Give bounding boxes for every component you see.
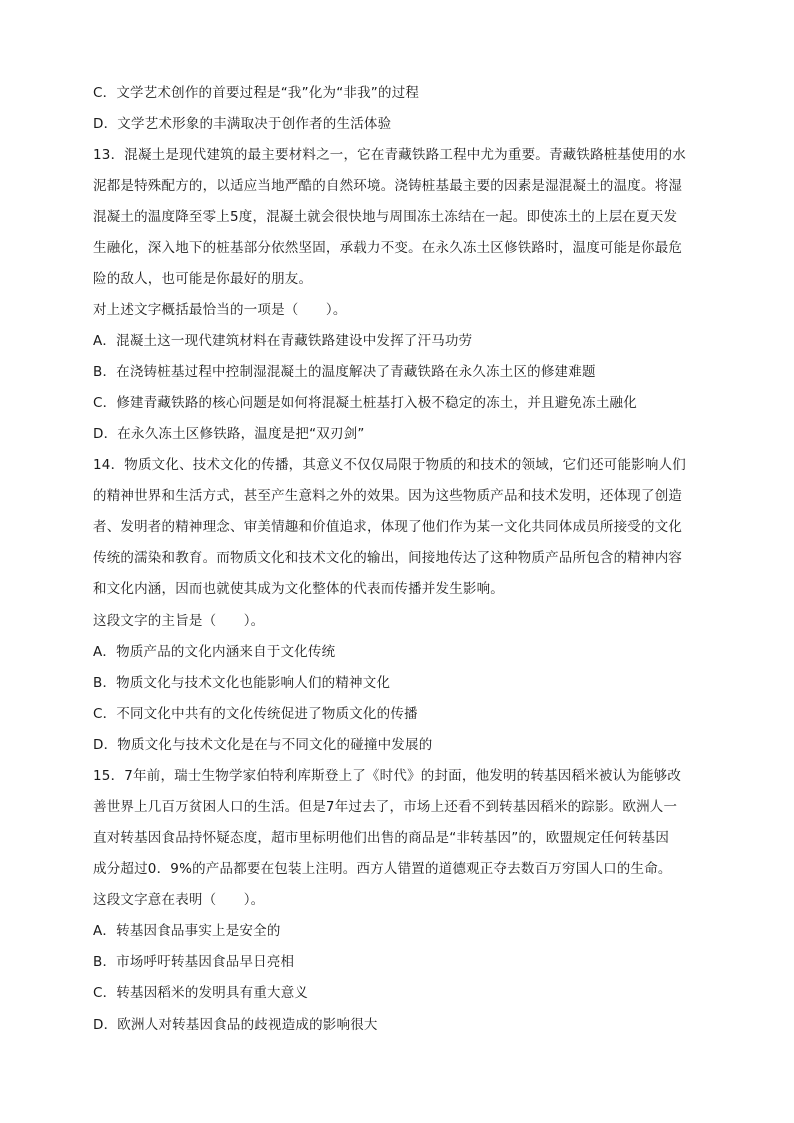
q14-stem-line-1: 14．物质文化、技术文化的传播，其意义不仅仅局限于物质的和技术的领域，它们还可能影响人们 bbox=[93, 457, 686, 473]
q14-stem-line-2: 的精神世界和生活方式，甚至产生意料之外的效果。因为这些物质产品和技术发明，还体现了创造 bbox=[93, 488, 683, 504]
q15-stem-line-3: 直对转基因食品持怀疑态度，超市里标明他们出售的商品是“非转基因”的，欧盟规定任何转基因 bbox=[93, 830, 670, 846]
q13-stem-line-1: 13．混凝土是现代建筑的最主要材料之一，它在青藏铁路工程中尤为重要。青藏铁路桩基使用的水 bbox=[93, 147, 686, 163]
q14-option-a: A．物质产品的文化内涵来自于文化传统 bbox=[93, 644, 336, 660]
q15-option-c: C．转基因稻米的发明具有重大意义 bbox=[93, 985, 309, 1001]
q13-stem-line-5: 险的敌人，也可能是你最好的朋友。 bbox=[93, 271, 313, 287]
q13-stem-line-4: 生融化，深入地下的桩基部分依然坚固，承载力不变。在永久冻土区修铁路时，温度可能是你最危 bbox=[93, 240, 683, 256]
q13-option-d: D．在永久冻土区修铁路，温度是把“双刃剑” bbox=[93, 426, 365, 442]
q13-option-a: A．混凝土这一现代建筑材料在青藏铁路建设中发挥了汗马功劳 bbox=[93, 333, 473, 349]
q14-prompt: 这段文字的主旨是（ ）。 bbox=[93, 613, 265, 629]
q14-option-b: B．物质文化与技术文化也能影响人们的精神文化 bbox=[93, 675, 391, 691]
q13-stem-line-3: 混凝土的温度降至零上5度，混凝土就会很快地与周围冻土冻结在一起。即使冻土的上层在夏天发 bbox=[93, 209, 678, 225]
q13-prompt: 对上述文字概括最恰当的一项是（ ）。 bbox=[93, 302, 347, 318]
q15-stem-line-4: 成分超过0．9%的产品都要在包装上注明。西方人错置的道德观正夺去数百万穷国人口的生命。 bbox=[93, 861, 672, 877]
q15-stem-line-1: 15．7年前，瑞士生物学家伯特利库斯登上了《时代》的封面，他发明的转基因稻米被认为能够改 bbox=[93, 768, 682, 784]
q14-stem-line-3: 者、发明者的精神理念、审美情趣和价值追求，体现了他们作为某一文化共同体成员所接受的文化 bbox=[93, 519, 683, 535]
option-d-q12: D．文学艺术形象的丰满取决于创作者的生活体验 bbox=[93, 116, 392, 132]
q15-option-a: A．转基因食品事实上是安全的 bbox=[93, 923, 281, 939]
q15-prompt: 这段文字意在表明（ ）。 bbox=[93, 892, 265, 908]
q13-option-c: C．修建青藏铁路的核心问题是如何将混凝土桩基打入极不稳定的冻土，并且避免冻土融化 bbox=[93, 395, 637, 411]
q14-option-c: C．不同文化中共有的文化传统促进了物质文化的传播 bbox=[93, 706, 418, 722]
q13-stem-line-2: 泥都是特殊配方的，以适应当地严酷的自然环境。浇铸桩基最主要的因素是湿混凝土的温度。将湿 bbox=[93, 178, 683, 194]
q15-option-b: B．市场呼吁转基因食品早日亮相 bbox=[93, 954, 295, 970]
q14-stem-line-4: 传统的濡染和教育。而物质文化和技术文化的输出，间接地传达了这种物质产品所包含的精神内容 bbox=[93, 550, 683, 566]
q14-option-d: D．物质文化与技术文化是在与不同文化的碰撞中发展的 bbox=[93, 737, 433, 753]
option-c-q12: C．文学艺术创作的首要过程是“我”化为“非我”的过程 bbox=[93, 85, 420, 101]
q14-stem-line-5: 和文化内涵，因而也就使其成为文化整体的代表而传播并发生影响。 bbox=[93, 581, 504, 597]
q13-option-b: B．在浇铸桩基过程中控制湿混凝土的温度解决了青藏铁路在永久冻土区的修建难题 bbox=[93, 364, 596, 380]
q15-stem-line-2: 善世界上几百万贫困人口的生活。但是7年过去了，市场上还看不到转基因稻米的踪影。欧洲人一 bbox=[93, 799, 678, 815]
q15-option-d: D．欧洲人对转基因食品的歧视造成的影响很大 bbox=[93, 1017, 378, 1033]
